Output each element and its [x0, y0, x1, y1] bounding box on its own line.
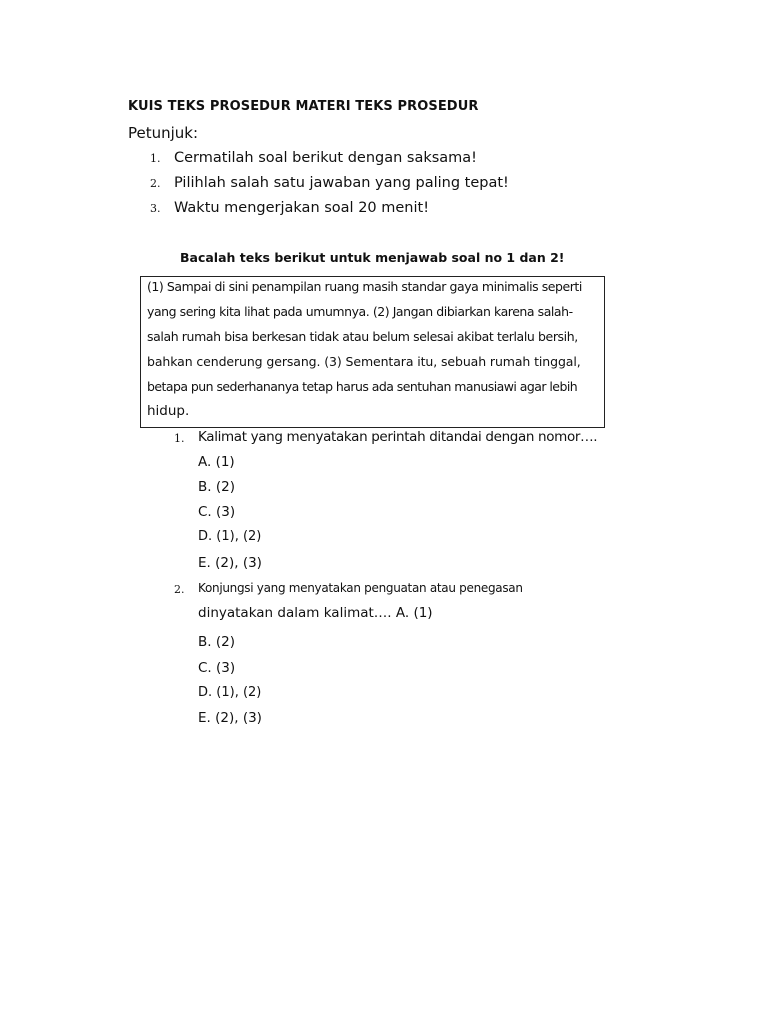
- instruction-text: Waktu mengerjakan soal 20 menit!: [174, 200, 430, 216]
- answer-option: B. (2): [198, 634, 235, 650]
- passage-line: yang sering kita lihat pada umumnya. (2) Jangan dibiarkan karena salah-: [147, 304, 573, 319]
- instructions-label: Petunjuk:: [128, 124, 199, 142]
- passage-line: (1) Sampai di sini penampilan ruang masih standar gaya minimalis seperti: [147, 279, 582, 294]
- answer-option: B. (2): [198, 479, 235, 495]
- instruction-number: 1.: [150, 152, 161, 165]
- reading-heading: Bacalah teks berikut untuk menjawab soal no 1 dan 2!: [180, 250, 565, 265]
- answer-option: D. (1), (2): [198, 685, 262, 700]
- question-text: dinyatakan dalam kalimat…. A. (1): [198, 605, 433, 621]
- question-number: 2.: [174, 583, 185, 596]
- instruction-item: [150, 200, 429, 216]
- passage-line: hidup.: [147, 403, 190, 419]
- answer-option: D. (1), (2): [198, 529, 262, 544]
- page-title: KUIS TEKS PROSEDUR MATERI TEKS PROSEDUR: [128, 99, 479, 114]
- answer-option: C. (3): [198, 504, 236, 520]
- passage-line: bahkan cenderung gersang. (3) Sementara itu, sebuah rumah tinggal,: [147, 354, 581, 369]
- instruction-number: 3.: [150, 202, 161, 215]
- answer-option: E. (2), (3): [198, 555, 262, 571]
- instruction-number: 2.: [150, 177, 161, 190]
- instruction-item: [150, 175, 509, 191]
- instruction-text: Pilihlah salah satu jawaban yang paling tepat!: [174, 175, 509, 191]
- answer-option: A. (1): [198, 454, 235, 470]
- passage-line: salah rumah bisa berkesan tidak atau belum selesai akibat terlalu bersih,: [147, 329, 578, 344]
- question-text: Konjungsi yang menyatakan penguatan atau penegasan: [198, 581, 523, 595]
- instruction-text: Cermatilah soal berikut dengan saksama!: [174, 150, 477, 166]
- passage-line: betapa pun sederhananya tetap harus ada sentuhan manusiawi agar lebih: [147, 379, 578, 394]
- answer-option: E. (2), (3): [198, 710, 262, 726]
- question-number: 1.: [174, 432, 185, 445]
- question-text: Kalimat yang menyatakan perintah ditandai dengan nomor….: [198, 429, 598, 445]
- instruction-item: [150, 150, 477, 166]
- passage-box: [140, 276, 605, 428]
- answer-option: C. (3): [198, 660, 236, 676]
